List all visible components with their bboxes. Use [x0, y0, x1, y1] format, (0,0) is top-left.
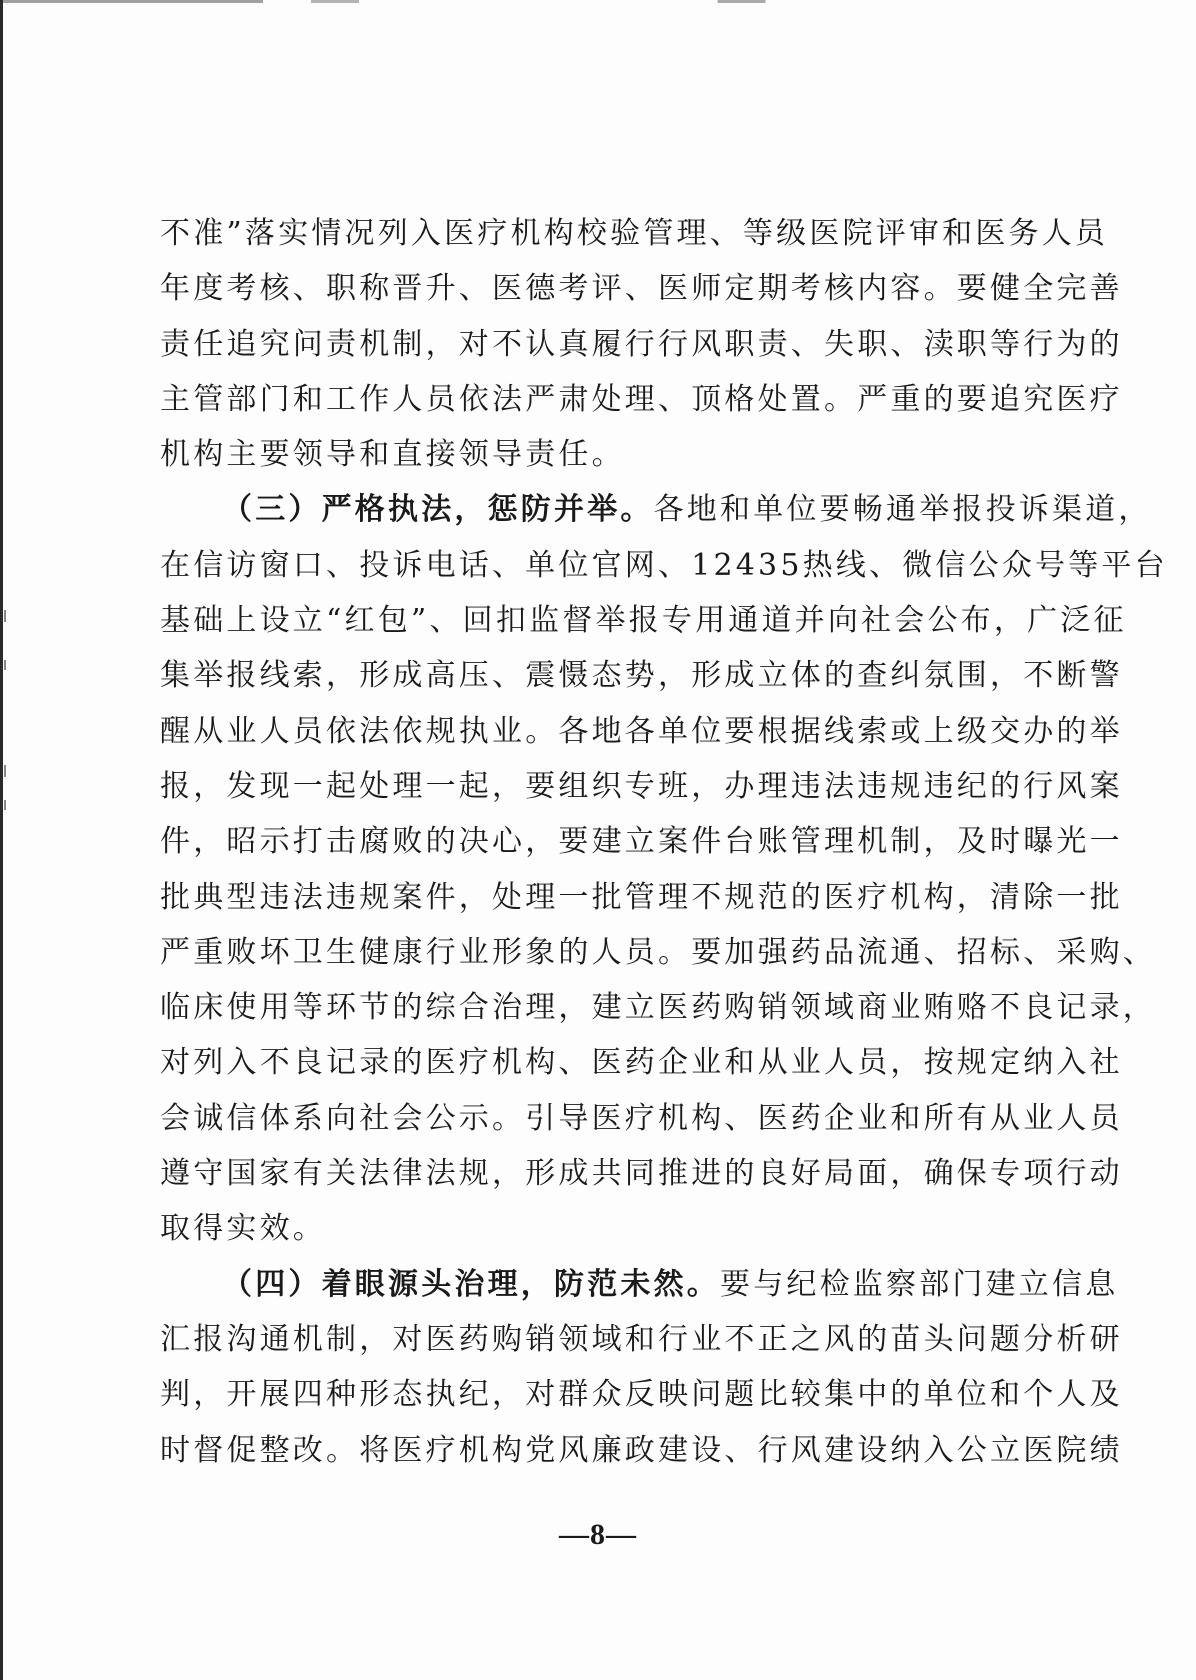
line-text: 要与纪检监察部门建立信息: [720, 1266, 1119, 1302]
document-body: [160, 206, 1168, 1478]
text-line: [160, 814, 1123, 869]
scan-mark: [4, 765, 6, 777]
line-text: 严重败坏卫生健康行业形象的人员。要加强药品流通、招标、采购、: [160, 934, 1156, 970]
text-line: [160, 1035, 1123, 1090]
line-text: 会诚信体系向社会公示。引导医疗机构、医药企业和所有从业人员: [160, 1100, 1123, 1136]
line-text: 醒从业人员依法依规执业。各地各单位要根据线索或上级交办的举: [160, 713, 1123, 749]
scan-left-edge: [0, 0, 3, 1680]
text-line: [160, 759, 1123, 814]
line-text: 报，发现一起处理一起，要组织专班，办理违法违规违纪的行风案: [160, 768, 1123, 804]
text-line: [160, 317, 1123, 372]
line-text: 临床使用等环节的综合治理，建立医药购销领域商业贿赂不良记录，: [160, 990, 1156, 1026]
line-text: 对列入不良记录的医疗机构、医药企业和从业人员，按规定纳入社: [160, 1045, 1123, 1081]
line-text: 责任追究问责机制，对不认真履行行风职责、失职、渎职等行为的: [160, 326, 1123, 362]
text-line: [160, 648, 1123, 703]
text-line: [160, 261, 1123, 316]
text-line: [160, 427, 1050, 482]
line-text: 主管部门和工作人员依法严肃处理、顶格处置。严重的要追究医疗: [160, 381, 1123, 417]
line-text: 汇报沟通机制，对医药购销领域和行业不正之风的苗头问题分析研: [160, 1321, 1123, 1357]
paragraph-heading-line: [160, 1257, 1119, 1312]
line-text: 件，昭示打击腐败的决心，要建立案件台账管理机制，及时曝光一: [160, 824, 1123, 860]
line-text: 各地和单位要畅通举报投诉渠道，: [653, 492, 1152, 528]
line-text: 集举报线索，形成高压、震慑态势，形成立体的查纠氛围，不断警: [160, 658, 1123, 694]
line-text: 机构主要领导和直接领导责任。: [160, 437, 625, 473]
text-line: [160, 593, 1127, 648]
scan-mark: [4, 800, 6, 810]
line-text: 判，开展四种形态执纪，对群众反映问题比较集中的单位和个人及: [160, 1377, 1123, 1413]
text-line: [160, 870, 1123, 925]
line-text: 年度考核、职称晋升、医德考评、医师定期考核内容。要健全完善: [160, 271, 1123, 307]
text-line: [160, 980, 1156, 1035]
text-line: [160, 206, 1109, 261]
text-line: [160, 1146, 1123, 1201]
text-line: [160, 1201, 1050, 1256]
text-line: [160, 1367, 1123, 1422]
scan-top-edge: [0, 0, 1196, 3]
line-text: 时督促整改。将医疗机构党风廉政建设、行风建设纳入公立医院绩: [160, 1432, 1123, 1468]
paragraph-heading-line: [160, 482, 1152, 537]
scan-mark: [4, 610, 6, 622]
text-line: [160, 925, 1156, 980]
scan-mark: [4, 660, 6, 670]
line-text: 不准”落实情况列入医疗机构校验管理、等级医院评审和医务人员: [160, 216, 1109, 251]
line-text: 取得实效。: [160, 1211, 326, 1247]
section-heading: （三）严格执法，惩防并举。: [222, 492, 654, 528]
line-text: 批典型违法违规案件，处理一批管理不规范的医疗机构，清除一批: [160, 879, 1123, 915]
text-line: [160, 372, 1123, 427]
line-text: 基础上设立“红包”、回扣监督举报专用通道并向社会公布，广泛征: [160, 603, 1127, 639]
text-line: [160, 704, 1123, 759]
text-line: [160, 1423, 1123, 1478]
line-text: 在信访窗口、投诉电话、单位官网、12435热线、微信公众号等平台: [160, 547, 1168, 583]
text-line: [160, 1312, 1123, 1367]
text-line: [160, 1091, 1123, 1146]
section-heading: （四）着眼源头治理，防范未然。: [222, 1266, 720, 1302]
text-line: [160, 538, 1168, 593]
line-text: 遵守国家有关法律法规，形成共同推进的良好局面，确保专项行动: [160, 1156, 1123, 1192]
page-number: —8—: [559, 1518, 637, 1551]
